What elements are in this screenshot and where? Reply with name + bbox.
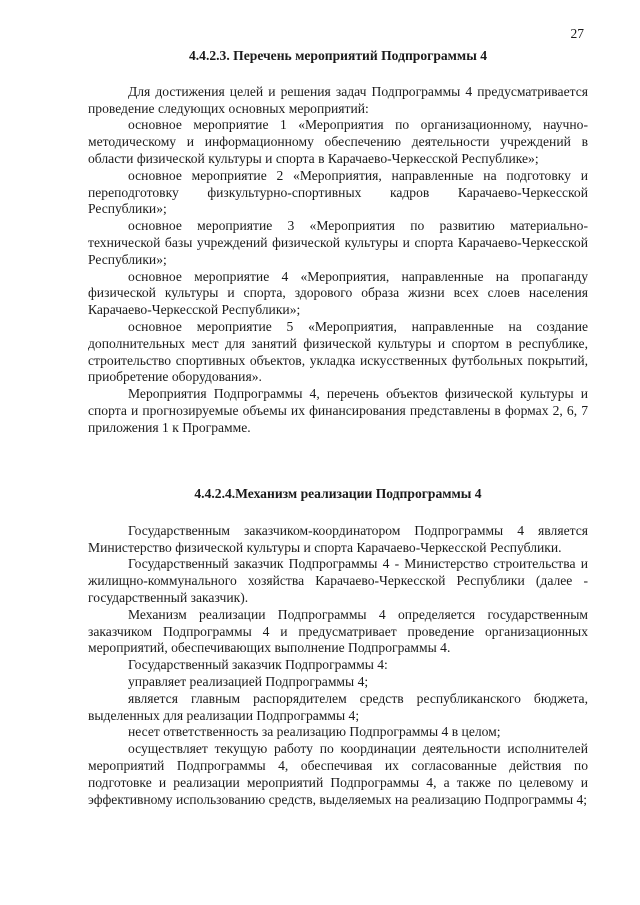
paragraph: Для достижения целей и решения задач Подпрограммы 4 предусматривается проведение следующих основных мероприятий: [88, 83, 588, 116]
paragraph: несет ответственность за реализацию Подпрограммы 4 в целом; [128, 724, 501, 740]
paragraph: основное мероприятие 1 «Мероприятия по организационному, научно-методическому и информационному обеспечению деятельности учреждений в области физической культуры и спорта в Карачаево-Черкесской Республике»; [88, 117, 588, 166]
paragraph: основное мероприятие 4 «Мероприятия, направленные на пропаганду физической культуры и спорта, здорового образа жизни всех слоев населения Карачаево-Черкесской Республики»; [88, 268, 588, 318]
paragraph: Государственный заказчик Подпрограммы 4 - Министерство строительства и жилищно-коммунального хозяйства Карачаево-Черкесской Республики (далее - государственный заказчик). [88, 556, 588, 605]
paragraph: основное мероприятие 5 «Мероприятия, направленные на создание дополнительных мест для занятий физической культуры и спортом в республике, строительство спортивных объектов, укладка искусственных футбольных покрытий, приобретение оборудования». [88, 318, 588, 385]
paragraph: является главным распорядителем средств республиканского бюджета, выделенных для реализации Подпрограммы 4; [88, 690, 588, 723]
section-mechanism [88, 486, 588, 808]
page-number: 27 [570, 26, 584, 41]
paragraph: основное мероприятие 3 «Мероприятия по развитию материально-технической базы учреждений физической культуры и спорта Карачаево-Черкесской Республики»; [88, 218, 588, 267]
section-heading: 4.4.2.3. Перечень мероприятий Подпрограммы 4 [188, 48, 488, 63]
paragraph: управляет реализацией Подпрограммы 4; [128, 673, 369, 689]
paragraph: Государственный заказчик Подпрограммы 4: [128, 657, 388, 673]
paragraph: основное мероприятие 2 «Мероприятия, направленные на подготовку и переподготовку физкультурно-спортивных кадров Карачаево-Черкесской Республики»; [88, 167, 588, 217]
section-activities [88, 48, 588, 437]
paragraph: Государственным заказчиком-координатором Подпрограммы 4 является Министерство физической культуры и спорта Карачаево-Черкесской Республики. [88, 522, 588, 555]
section-heading: 4.4.2.4.Механизм реализации Подпрограммы 4 [194, 486, 482, 501]
paragraph: осуществляет текущую работу по координации деятельности исполнителей мероприятий Подпрограммы 4, обеспечивая их согласованные действия по подготовке и реализации мероприятий Подпрограммы 4, а также по целевому и эффективному использованию средств, выделяемых на реализацию Подпрограммы 4; [88, 741, 588, 807]
paragraph: Механизм реализации Подпрограммы 4 определяется государственным заказчиком Подпрограммы 4 и предусматривает проведение организационных мероприятий, обеспечивающих выполнение Подпрограммы 4. [88, 606, 588, 656]
paragraph: Мероприятия Подпрограммы 4, перечень объектов физической культуры и спорта и прогнозируемые объемы их финансирования представлены в формах 2, 6, 7 приложения 1 к Программе. [88, 386, 588, 435]
